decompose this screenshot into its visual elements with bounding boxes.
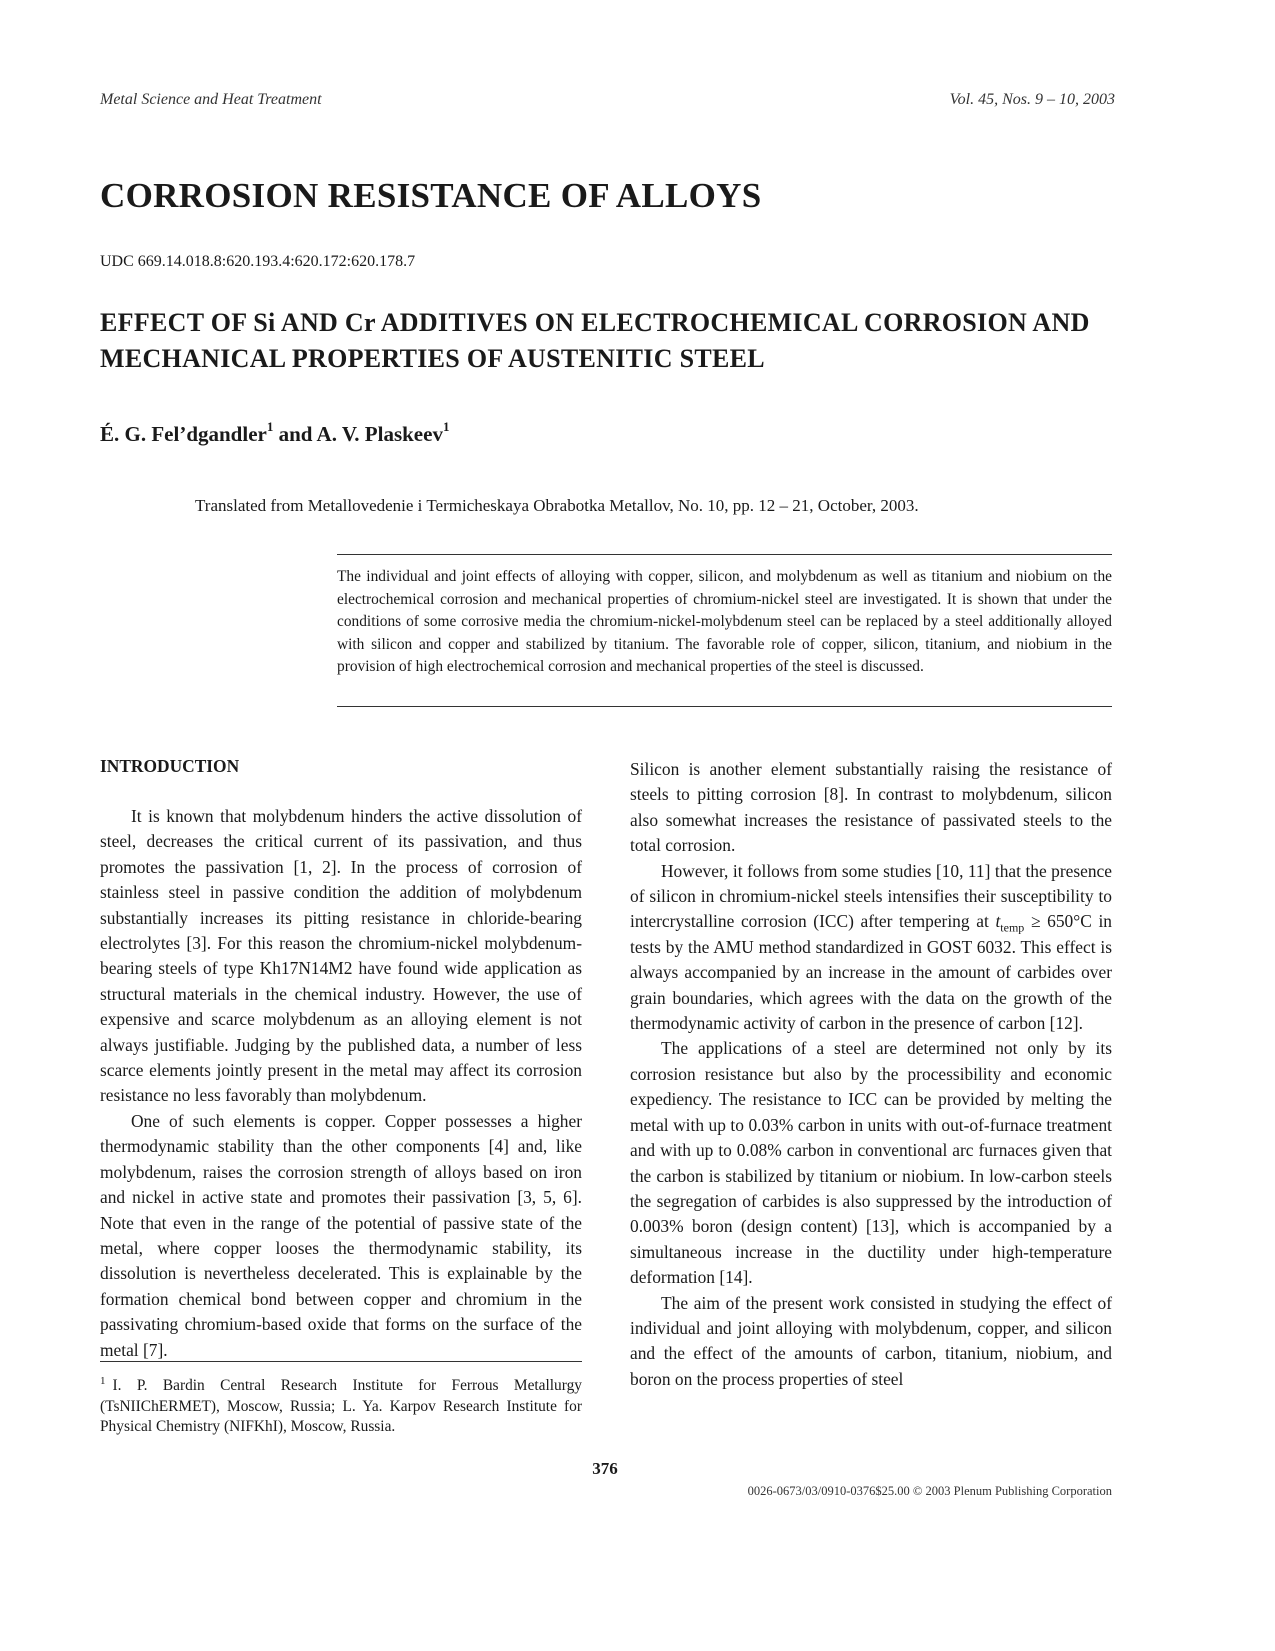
author-name: É. G. Fel’dgandler bbox=[100, 422, 267, 446]
author-list bbox=[100, 419, 450, 447]
abstract-bottom-rule bbox=[337, 706, 1112, 707]
section-title: CORROSION RESISTANCE OF ALLOYS bbox=[100, 176, 762, 215]
paragraph-text: However, it follows from some studies [10, 11] that the presence of silicon in chromium-nickel steels intensifies their susceptibility to intercrystalline corrosion (ICC) after tempering at bbox=[630, 860, 1112, 932]
paragraph: It is known that molybdenum hinders the active dissolution of steel, decreases the critical current of its passivation, and thus promotes the passivation [1, 2]. In the process of corrosion of stainless steel in passive condition the addition of molybdenum substantially increases its pitting resistance in chloride-bearing electrolytes [3]. For this reason the chromium-nickel molybdenum-bearing steels of type Kh17N14M2 have found wide application as structural materials in the chemical industry. However, the use of expensive and scarce molybdenum as an alloying element is not always justifiable. Judging by the published data, a number of less scarce elements jointly present in the metal may affect its corrosion resistance no less favorably than molybdenum. bbox=[100, 806, 582, 1106]
footnote bbox=[100, 1376, 582, 1438]
left-column bbox=[100, 804, 582, 1363]
footnote-mark: 1 bbox=[100, 1374, 106, 1387]
variable-t: t bbox=[995, 911, 1001, 932]
footnote-text: I. P. Bardin Central Research Institute for Ferrous Metallurgy (TsNIIChERMET), Moscow, Russia; L. Ya. Karpov Research Institute for Physical Chemistry (NIFKhI), Moscow, Russia. bbox=[100, 1377, 582, 1435]
udc-code: UDC 669.14.018.8:620.193.4:620.172:620.178.7 bbox=[100, 253, 416, 270]
paragraph-text: ≥ 650°C in tests by the AMU method standardized in GOST 6032. This effect is always accompanied by an increase in the amount of carbides over grain boundaries, which agrees with the data on the growth of the thermodynamic activity of carbon in the presence of carbon [12]. bbox=[630, 911, 1112, 1034]
paragraph: The applications of a steel are determined not only by its corrosion resistance but also by the processibility and economic expediency. The resistance to ICC can be provided by melting the metal with up to 0.03% carbon in units with out-of-furnace treatment and with up to 0.08% carbon in conventional arc furnaces given that the carbon is stabilized by titanium or niobium. In low-carbon steels the segregation of carbides is also suppressed by the introduction of 0.003% boron (design content) [13], which is accompanied by a simultaneous increase in the ductility under high-temperature deformation [14]. bbox=[630, 1038, 1112, 1288]
translation-note: Translated from Metallovedenie i Termicheskaya Obrabotka Metallov, No. 10, pp. 12 – 21, October, 2003. bbox=[195, 496, 919, 515]
author-name: A. V. Plaskeev bbox=[316, 422, 443, 446]
volume-info: Vol. 45, Nos. 9 – 10, 2003 bbox=[949, 91, 1115, 108]
author-conjunction: and bbox=[278, 422, 313, 446]
paragraph: One of such elements is copper. Copper possesses a higher thermodynamic stability than the other components [4] and, like molybdenum, raises the corrosion strength of alloys based on iron and nickel in active state and promotes their passivation [3, 5, 6]. Note that even in the range of the potential of passive state of the metal, where copper looses the thermodynamic stability, its dissolution is nevertheless decelerated. This is explainable by the formation chemical bond between copper and chromium in the passivating chromium-based oxide that forms on the surface of the metal [7]. bbox=[100, 1110, 582, 1360]
abstract: The individual and joint effects of alloying with copper, silicon, and molybdenum as well as titanium and niobium on the electrochemical corrosion and mechanical properties of chromium-nickel steel are investigated. It is shown that under the conditions of some corrosive media the chromium-nickel-molybdenum steel can be replaced by a steel additionally alloyed with silicon and copper and stabilized by titanium. The favorable role of copper, silicon, titanium, and niobium in the provision of high electrochemical corrosion and mechanical properties of the steel is discussed. bbox=[337, 568, 1112, 675]
paragraph: Silicon is another element substantially raising the resistance of steels to pitting corrosion [8]. In contrast to molybdenum, silicon also somewhat increases the resistance of passivated steels to the total corrosion. bbox=[630, 759, 1112, 856]
affiliation-mark: 1 bbox=[442, 419, 450, 434]
right-column bbox=[630, 757, 1112, 1392]
journal-name: Metal Science and Heat Treatment bbox=[100, 91, 322, 108]
section-heading: INTRODUCTION bbox=[100, 756, 240, 776]
footnote-rule bbox=[100, 1361, 582, 1362]
paragraph: The aim of the present work consisted in studying the effect of individual and joint alloying with molybdenum, copper, and silicon and the effect of the amounts of carbon, titanium, niobium, and boron on the process properties of steel bbox=[630, 1292, 1112, 1389]
page-number: 376 bbox=[592, 1459, 618, 1478]
copyright-line: 0026-0673/03/0910-0376$25.00 © 2003 Plenum Publishing Corporation bbox=[747, 1484, 1112, 1498]
affiliation-mark: 1 bbox=[266, 419, 274, 434]
article-title: EFFECT OF Si AND Cr ADDITIVES ON ELECTROCHEMICAL CORROSION AND MECHANICAL PROPERTIES OF AUSTENITIC STEEL bbox=[100, 308, 1090, 373]
paragraph bbox=[630, 859, 1112, 1037]
abstract-top-rule bbox=[337, 554, 1112, 555]
variable-subscript: temp bbox=[1000, 920, 1025, 935]
